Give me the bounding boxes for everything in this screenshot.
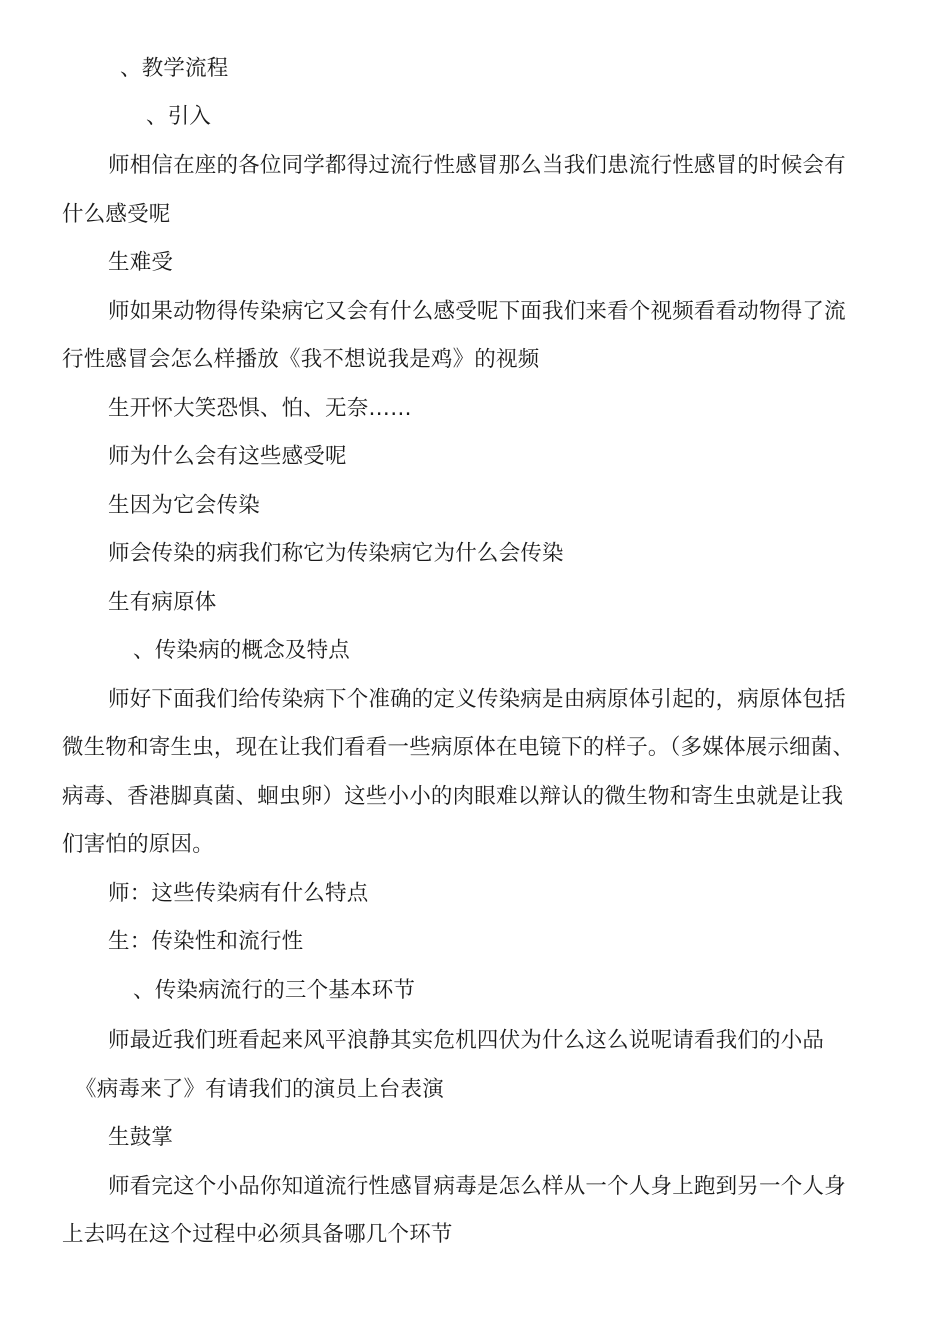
- paragraph-line: 师：这些传染病有什么特点: [108, 881, 369, 906]
- paragraph-line: 行性感冒会怎么样播放《我不想说我是鸡》的视频: [62, 347, 540, 372]
- paragraph-line: 师看完这个小品你知道流行性感冒病毒是怎么样从一个人身上跑到另一个人身: [108, 1174, 846, 1199]
- section-heading-intro: 、引入: [146, 104, 212, 129]
- paragraph-line: 微生物和寄生虫，现在让我们看看一些病原体在电镜下的样子。（多媒体展示细菌、: [62, 735, 855, 760]
- paragraph-line: 师最近我们班看起来风平浪静其实危机四伏为什么这么说呢请看我们的小品: [108, 1028, 825, 1053]
- section-heading-teaching-flow: 、教学流程: [120, 56, 229, 81]
- paragraph-line: 师为什么会有这些感受呢: [108, 444, 347, 469]
- section-heading-three-links: 、传染病流行的三个基本环节: [133, 978, 416, 1003]
- paragraph-line: 们害怕的原因。: [62, 832, 214, 857]
- paragraph-line: 生因为它会传染: [108, 493, 260, 518]
- paragraph-line: 病毒、香港脚真菌、蛔虫卵）这些小小的肉眼难以辩认的微生物和寄生虫就是让我: [62, 784, 844, 809]
- paragraph-line: 生有病原体: [108, 590, 217, 615]
- paragraph-line: 生鼓掌: [108, 1125, 174, 1150]
- paragraph-line: 上去吗在这个过程中必须具备哪几个环节: [62, 1222, 453, 1247]
- paragraph-line: 什么感受呢: [62, 202, 171, 227]
- paragraph-line: 生难受: [108, 250, 174, 275]
- paragraph-line: 师会传染的病我们称它为传染病它为什么会传染: [108, 541, 564, 566]
- paragraph-line: 师好下面我们给传染病下个准确的定义传染病是由病原体引起的，病原体包括: [108, 687, 846, 712]
- paragraph-line: 师相信在座的各位同学都得过流行性感冒那么当我们患流行性感冒的时候会有: [108, 153, 846, 178]
- paragraph-line: 师如果动物得传染病它又会有什么感受呢下面我们来看个视频看看动物得了流: [108, 299, 846, 324]
- paragraph-line: 生开怀大笑恐惧、怕、无奈……: [108, 396, 412, 421]
- paragraph-line: 生：传染性和流行性: [108, 929, 304, 954]
- section-heading-concept: 、传染病的概念及特点: [133, 638, 351, 663]
- paragraph-line: 《病毒来了》有请我们的演员上台表演: [75, 1077, 444, 1102]
